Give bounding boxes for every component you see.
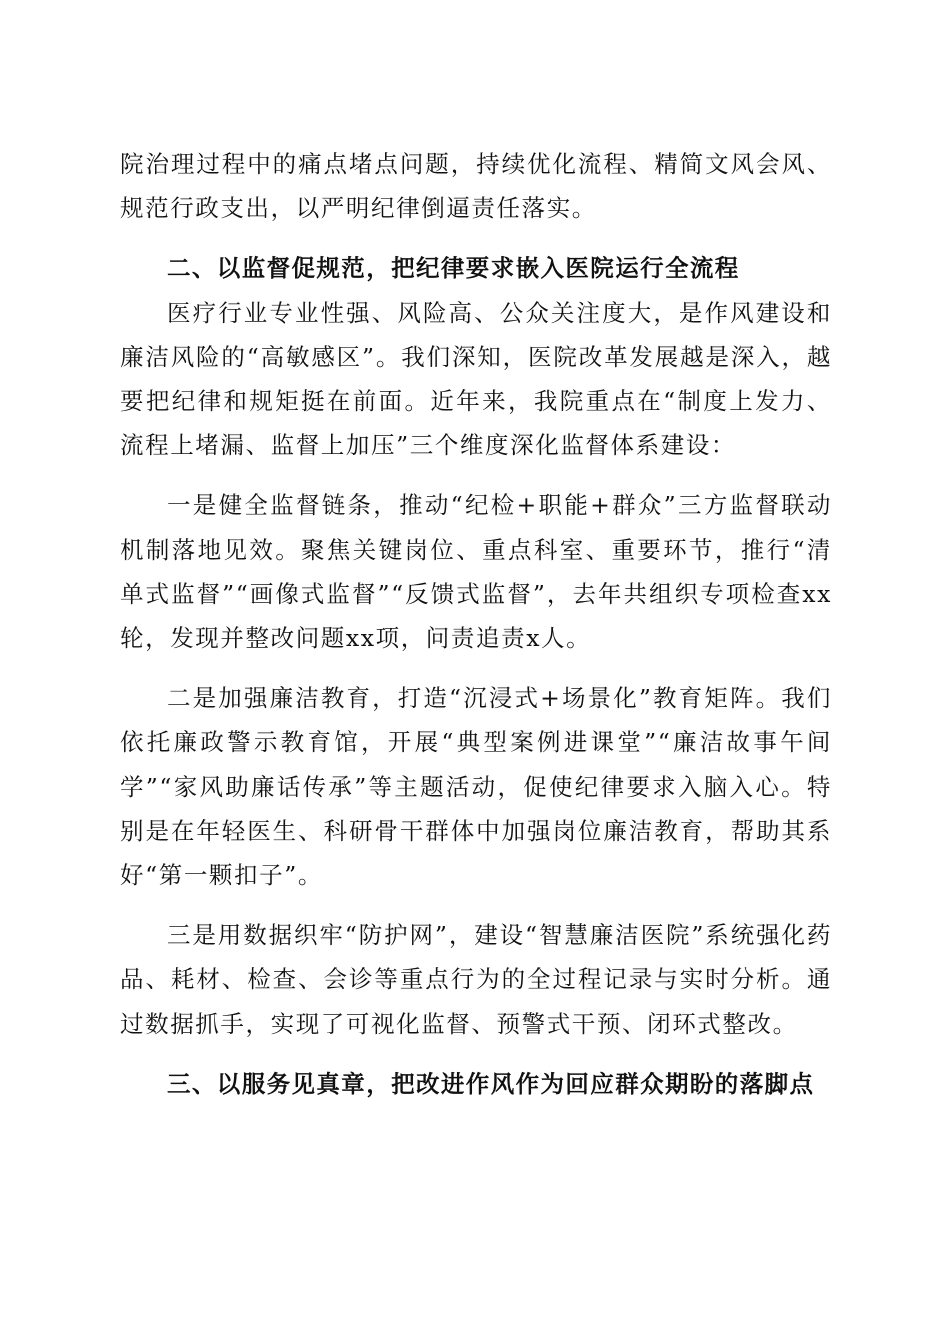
document-body xyxy=(120,142,832,1106)
section-heading-3: 三、以服务见真章，把改进作风作为回应群众期盼的落脚点 xyxy=(167,1069,815,1098)
paragraph-continuation: 院治理过程中的痛点堵点问题，持续优化流程、精简文风会风、规范行政支出，以严明纪律倒逼责任落实。 xyxy=(120,150,832,223)
section-heading-2: 二、以监督促规范，把纪律要求嵌入医院运行全流程 xyxy=(167,254,740,283)
paragraph-point-3: 三是用数据织牢“防护网”，建设“智慧廉洁医院”系统强化药品、耗材、检查、会诊等重点行为的全过程记录与实时分析。通过数据抓手，实现了可视化监督、预警式干预、闭环式整改。 xyxy=(120,921,832,1038)
paragraph-point-2: 二是加强廉洁教育，打造“沉浸式+场景化”教育矩阵。我们依托廉政警示教育馆，开展“典型案例进课堂”“廉洁故事午间学”“家风助廉话传承”等主题活动，促使纪律要求入脑入心。特别是在年轻医生、科研骨干群体中加强岗位廉洁教育，帮助其系好“第一颗扣子”。 xyxy=(120,684,832,890)
paragraph-intro: 医疗行业专业性强、风险高、公众关注度大，是作风建设和廉洁风险的“高敏感区”。我们深知，医院改革发展越是深入，越要把纪律和规矩挺在前面。近年来，我院重点在“制度上发力、流程上堵漏、监督上加压”三个维度深化监督体系建设： xyxy=(120,298,832,460)
paragraph-point-1: 一是健全监督链条，推动“纪检+职能+群众”三方监督联动机制落地见效。聚焦关键岗位、重点科室、重要环节，推行“清单式监督”“画像式监督”“反馈式监督”，去年共组织专项检查xx轮，发现并整改问题xx项，问责追责x人。 xyxy=(120,491,832,653)
